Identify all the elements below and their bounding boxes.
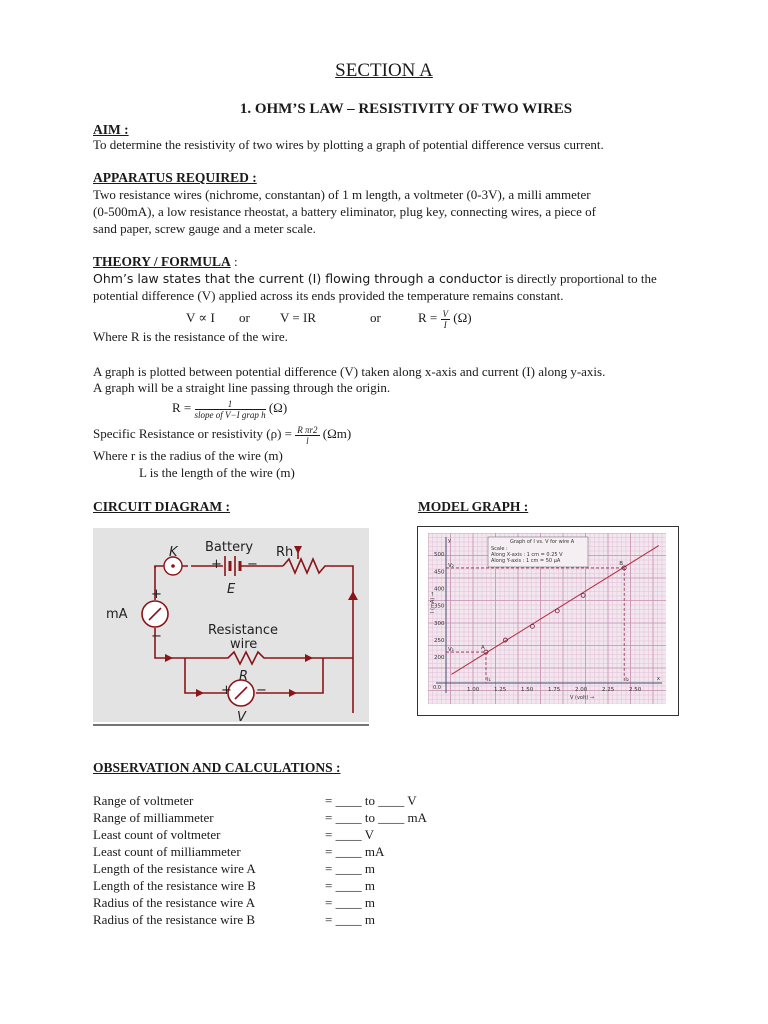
eq4-denominator: slope of V−I grap h: [194, 409, 266, 420]
x-tick-label: 2.25: [602, 687, 615, 693]
y-tick-label: 350: [434, 603, 445, 610]
graph-line-1: A graph is plotted between potential difference (V) taken along x-axis and current (I) along y-axis.: [93, 364, 606, 379]
eq-or-2: or: [370, 310, 381, 325]
ohms-law-statement: [93, 271, 657, 287]
y-tick-label: 400: [434, 586, 445, 593]
eq5-denominator: l: [306, 435, 309, 446]
eq-or-1: or: [239, 310, 250, 325]
eq5-unit: (Ωm): [322, 426, 352, 441]
emf-label: E: [227, 582, 236, 597]
ohms-law-part1: Ohm’s law states that the current (I) flowing through a conductor: [93, 271, 502, 286]
eq4-fraction: [195, 399, 266, 420]
graph-title: Graph of I vs. V for wire A: [510, 539, 575, 545]
observation-row: [93, 894, 493, 911]
eq-v-prop-i: V ∝ I: [186, 310, 215, 325]
aim-text: To determine the resistivity of two wires by plotting a graph of potential difference versus current.: [93, 137, 604, 152]
observation-value: = ____ m: [325, 895, 375, 910]
ohms-law-line2: potential difference (V) applied across its ends provided the temperature remains constant.: [93, 288, 564, 303]
circuit-heading: CIRCUIT DIAGRAM :: [93, 499, 231, 514]
ammeter-plus: +: [151, 587, 162, 602]
graph-scale-title: Scale :: [491, 546, 508, 552]
eq3-unit: (Ω): [453, 310, 472, 325]
eq3-denominator: I: [443, 319, 447, 330]
observation-row: [93, 911, 493, 928]
eq4-lhs: R =: [172, 400, 192, 415]
observation-value: = ____ m: [325, 878, 375, 893]
y-tick-label: 250: [434, 638, 445, 645]
graph-annotation: I₂: [625, 677, 630, 683]
graph-annotation: I₁: [486, 677, 491, 683]
observation-row: [93, 826, 493, 843]
graph-x-letter: x: [657, 676, 660, 682]
eq3-fraction: [441, 309, 451, 330]
observation-row: [93, 860, 493, 877]
observation-label: Length of the resistance wire B: [93, 878, 256, 893]
observation-row: [93, 877, 493, 894]
rheostat-label: Rh: [276, 545, 294, 560]
experiment-title: 1. OHM’S LAW – RESISTIVITY OF TWO WIRES: [239, 101, 573, 117]
graph-line-2: A graph will be a straight line passing through the origin.: [93, 380, 391, 395]
eq5-numerator: R πr2: [297, 424, 318, 435]
apparatus-heading: APPARATUS REQUIRED :: [93, 170, 257, 185]
key-label: K: [169, 545, 178, 560]
y-tick-label: 500: [434, 552, 445, 559]
ammeter-minus: −: [151, 629, 162, 644]
eq3-lhs: R =: [418, 310, 438, 325]
battery-minus: −: [247, 557, 258, 572]
model-graph-chart: [428, 533, 666, 704]
observation-value: = ____ to ____ V: [325, 793, 417, 808]
x-tick-label: 1.75: [548, 687, 561, 693]
ohms-law-part2: is directly proportional to the: [501, 271, 657, 286]
observation-row: [93, 809, 493, 826]
graph-annotation: V₂: [448, 562, 454, 569]
observation-value: = ____ m: [325, 861, 375, 876]
where-r-text: Where R is the resistance of the wire.: [93, 329, 288, 344]
where-length: L is the length of the wire (m): [139, 465, 295, 480]
wire-label: wire: [230, 637, 258, 652]
eq4-unit: (Ω): [268, 400, 288, 415]
observation-heading: OBSERVATION AND CALCULATIONS :: [93, 760, 341, 775]
graph-scale-x: Along X-axis : 1 cm = 0.25 V: [491, 552, 563, 558]
apparatus-line: Two resistance wires (nichrome, constantan) of 1 m length, a voltmeter (0-3V), a milli ammeter: [93, 187, 591, 202]
ammeter-label: mA: [106, 607, 128, 622]
graph-scale-y: Along Y-axis : 1 cm = 50 μA: [491, 558, 561, 564]
eq3-numerator: V: [442, 308, 449, 319]
graph-annotation: B: [619, 560, 623, 567]
eq-r-slope: [172, 395, 287, 421]
model-graph-heading: MODEL GRAPH :: [418, 499, 529, 514]
observation-row: [93, 843, 493, 860]
graph-y-axis-label: I (mA) →: [430, 591, 436, 613]
where-radius: Where r is the radius of the wire (m): [93, 448, 283, 463]
observation-value: = ____ V: [325, 827, 374, 842]
x-tick-label: 2.50: [629, 687, 642, 693]
theory-colon: :: [230, 254, 238, 269]
y-tick-label: 200: [434, 655, 445, 662]
y-tick-label: 300: [434, 620, 445, 627]
circuit-diagram: [93, 528, 369, 728]
eq5-fraction: [295, 425, 319, 446]
voltmeter-plus: +: [221, 683, 232, 698]
observation-label: Least count of milliammeter: [93, 844, 241, 859]
x-tick-label: 1.00: [467, 687, 480, 693]
theory-heading: THEORY / FORMULA: [93, 254, 231, 269]
graph-x-axis-label: V (volt) →: [570, 695, 595, 701]
theory-heading-row: [93, 254, 238, 270]
observation-value: = ____ mA: [325, 844, 385, 859]
graph-origin: 0.0: [433, 685, 441, 691]
graph-annotation: V₁: [448, 647, 454, 654]
resistor-r-label: R: [239, 669, 249, 684]
apparatus-line: (0-500mA), a low resistance rheostat, a battery eliminator, plug key, connecting wires, a piece of: [93, 204, 596, 219]
observation-value: = ____ to ____ mA: [325, 810, 427, 825]
observation-label: Range of milliammeter: [93, 810, 214, 825]
observation-label: Radius of the resistance wire B: [93, 912, 256, 927]
resistance-label: Resistance: [208, 623, 279, 638]
observation-label: Radius of the resistance wire A: [93, 895, 256, 910]
section-title: SECTION A: [335, 60, 433, 81]
x-tick-label: 1.25: [494, 687, 507, 693]
observation-row: [93, 792, 493, 809]
x-tick-label: 2.00: [575, 687, 588, 693]
x-tick-label: 1.50: [521, 687, 534, 693]
eq-resistivity: [93, 421, 351, 447]
apparatus-line: sand paper, screw gauge and a meter scale.: [93, 221, 316, 236]
observation-label: Range of voltmeter: [93, 793, 194, 808]
graph-y-letter: y: [448, 538, 451, 544]
battery-plus: +: [211, 557, 222, 572]
key-dot: [171, 564, 175, 568]
battery-label: Battery: [205, 540, 254, 555]
aim-heading: AIM :: [93, 122, 129, 137]
observation-label: Least count of voltmeter: [93, 827, 221, 842]
y-tick-label: 450: [434, 569, 445, 576]
eq-v-ir: V = IR: [280, 310, 316, 325]
eq4-numerator: 1: [195, 399, 266, 410]
observation-value: = ____ m: [325, 912, 375, 927]
observation-label: Length of the resistance wire A: [93, 861, 256, 876]
eq-r-v-over-i: [418, 305, 472, 331]
voltmeter-v-label: V: [237, 710, 246, 725]
voltmeter-minus: −: [256, 683, 267, 698]
graph-annotation: A: [480, 645, 485, 652]
eq5-lhs: Specific Resistance or resistivity (ρ) =: [93, 426, 293, 441]
